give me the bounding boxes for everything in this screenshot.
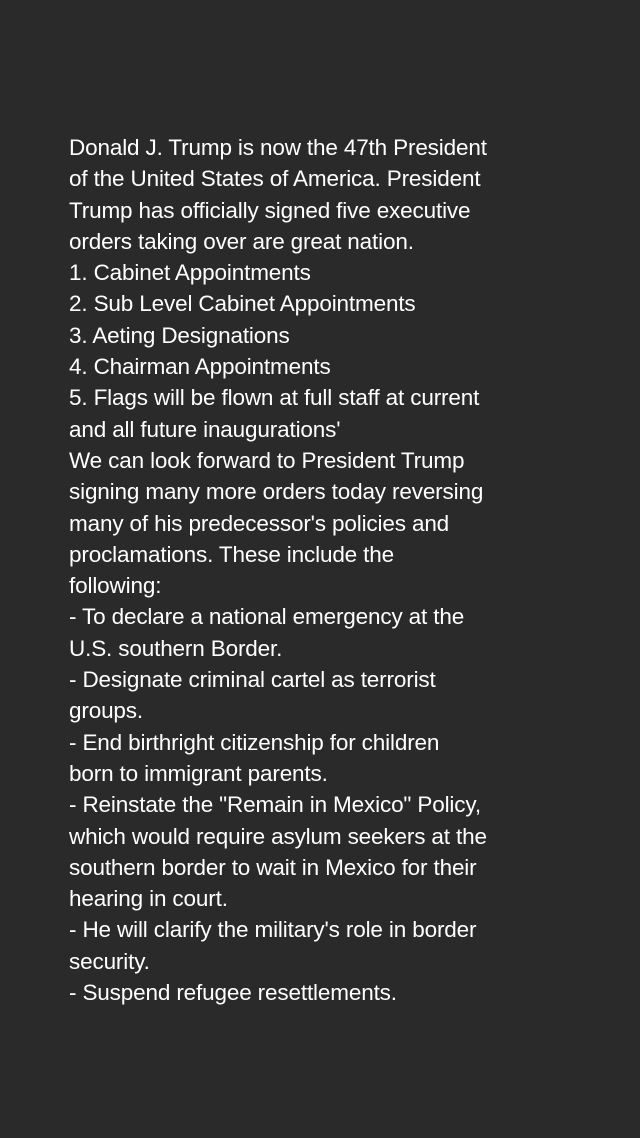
story-text-line: U.S. southern Border. [69,635,283,661]
story-text-line: - Designate criminal cartel as terrorist [69,667,436,693]
story-text-line: 1. Cabinet Appointments [69,260,311,286]
story-text-line: Donald J. Trump is now the 47th President [69,135,487,160]
story-text-line: - End birthright citizenship for children [69,729,440,755]
story-text-line: - Reinstate the "Remain in Mexico" Policy, [69,792,481,818]
story-text-line: - To declare a national emergency at the [69,604,465,630]
story-text-line: 5. Flags will be flown at full staff at current [69,385,480,411]
story-text-line: security. [69,948,150,974]
story-text-line: of the United States of America. President [69,166,481,192]
story-text-line: We can look forward to President Trump [69,447,465,473]
story-text-line: 4. Chairman Appointments [69,354,331,380]
story-text-line: which would require asylum seekers at the [69,823,487,849]
story-text-line: southern border to wait in Mexico for their [69,854,477,880]
story-text-line: 3. Aeting Designations [69,322,290,348]
story-text-line: 2. Sub Level Cabinet Appointments [69,291,416,317]
story-text-line: and all future inaugurations' [69,416,341,442]
story-text-block [69,132,609,1008]
story-text-line: following: [69,573,162,599]
story-text-line: many of his predecessor's policies and [69,510,450,536]
story-text-line: groups. [69,698,143,724]
story-text-line: - Suspend refugee resettlements. [69,980,397,1006]
story-text-line: born to immigrant parents. [69,760,328,786]
story-text-line: hearing in court. [69,886,228,912]
story-text-line: orders taking over are great nation. [69,228,414,254]
story-text-line: - He will clarify the military's role in border [69,917,477,943]
story-text-line: signing many more orders today reversing [69,479,484,505]
story-text-line: proclamations. These include the [69,541,394,567]
story-text-line: Trump has officially signed five executive [69,197,471,223]
